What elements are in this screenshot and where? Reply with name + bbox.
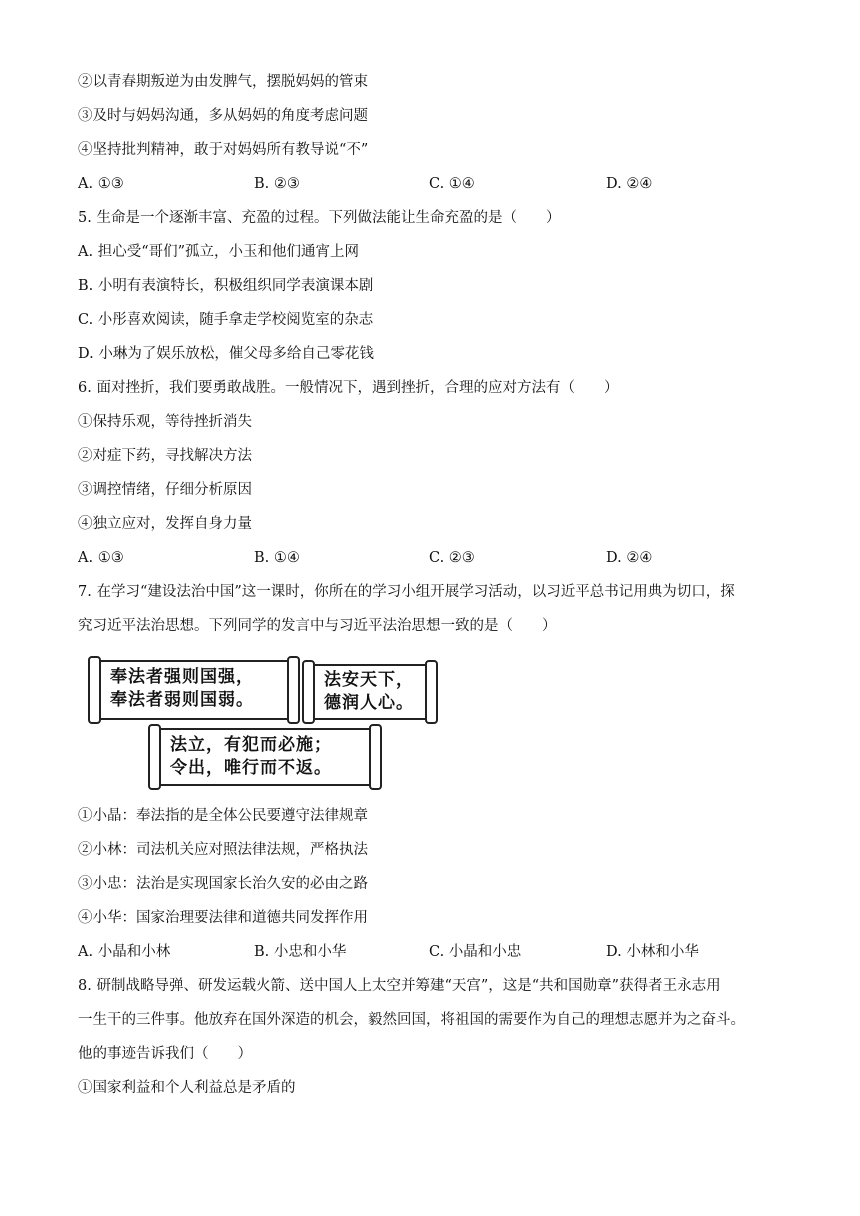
q4-option-b[interactable]: B. ②③	[254, 176, 300, 192]
q7-item-1: ①小晶：奉法指的是全体公民要遵守法律规章	[78, 808, 368, 824]
q6-option-d[interactable]: D. ②④	[606, 550, 653, 566]
scroll-roller-right	[369, 724, 382, 790]
q6-option-a[interactable]: A. ①③	[78, 550, 124, 566]
scroll-roller-right	[287, 656, 300, 724]
quote-2-line-1: 法安天下，	[324, 670, 414, 690]
q5-option-a[interactable]: A. 担心受“哥们”孤立，小玉和他们通宵上网	[78, 244, 360, 260]
q5-option-d[interactable]: D. 小琳为了娱乐放松，催父母多给自己零花钱	[78, 346, 374, 362]
quote-1-line-1: 奉法者强则国强，	[110, 667, 254, 687]
q7-stem-line-1: 7. 在学习“建设法治中国”这一课时，你所在的学习小组开展学习活动，以习近平总书记用典为切口，探	[78, 584, 735, 600]
q4-option-c[interactable]: C. ①④	[429, 176, 475, 192]
q6-item-2: ②对症下药，寻找解决方法	[78, 448, 252, 464]
quote-3-line-1: 法立，有犯而必施；	[170, 735, 332, 755]
quote-scroll-2	[306, 664, 434, 720]
q7-stem-line-2: 究习近平法治思想。下列同学的发言中与习近平法治思想一致的是（ ）	[78, 618, 557, 634]
q7-option-a[interactable]: A. 小晶和小林	[78, 944, 171, 960]
q8-stem-line-1: 8. 研制战略导弹、研发运载火箭、送中国人上太空并筹建“天宫”，这是“共和国勋章”获得者王永志用	[78, 978, 721, 994]
q7-option-d[interactable]: D. 小林和小华	[606, 944, 699, 960]
quote-scroll-1	[92, 660, 296, 720]
scroll-roller-left	[88, 656, 101, 724]
q5-option-c[interactable]: C. 小彤喜欢阅读，随手拿走学校阅览室的杂志	[78, 312, 374, 328]
q4-item-2: ②以青春期叛逆为由发脾气，摆脱妈妈的管束	[78, 74, 368, 90]
q6-item-4: ④独立应对，发挥自身力量	[78, 516, 252, 532]
q7-option-b[interactable]: B. 小忠和小华	[254, 944, 347, 960]
q8-item-1: ①国家利益和个人利益总是矛盾的	[78, 1080, 296, 1096]
q8-stem-line-2: 一生干的三件事。他放弃在国外深造的机会，毅然回国，将祖国的需要作为自己的理想志愿并为之奋斗。	[78, 1012, 745, 1028]
q7-item-3: ③小忠：法治是实现国家长治久安的必由之路	[78, 876, 368, 892]
q6-option-b[interactable]: B. ①④	[254, 550, 300, 566]
q6-item-3: ③调控情绪，仔细分析原因	[78, 482, 252, 498]
quote-2-line-2: 德润人心。	[324, 693, 414, 713]
q7-item-4: ④小华：国家治理要法律和道德共同发挥作用	[78, 910, 368, 926]
scroll-roller-right	[425, 660, 438, 724]
quote-1-line-2: 奉法者弱则国弱。	[110, 690, 254, 710]
q6-item-1: ①保持乐观，等待挫折消失	[78, 414, 252, 430]
q4-option-d[interactable]: D. ②④	[606, 176, 653, 192]
q4-item-4: ④坚持批判精神，敢于对妈妈所有教导说“不”	[78, 142, 369, 158]
q7-item-2: ②小林：司法机关应对照法律法规，严格执法	[78, 842, 368, 858]
quote-3-line-2: 令出，唯行而不返。	[170, 758, 332, 778]
q5-stem: 5. 生命是一个逐渐丰富、充盈的过程。下列做法能让生命充盈的是（ ）	[78, 210, 561, 226]
q7-option-c[interactable]: C. 小晶和小忠	[429, 944, 522, 960]
q8-stem-line-3: 他的事迹告诉我们（ ）	[78, 1046, 252, 1062]
q4-option-a[interactable]: A. ①③	[78, 176, 124, 192]
q4-item-3: ③及时与妈妈沟通，多从妈妈的角度考虑问题	[78, 108, 368, 124]
q6-option-c[interactable]: C. ②③	[429, 550, 475, 566]
q5-option-b[interactable]: B. 小明有表演特长，积极组织同学表演课本剧	[78, 278, 374, 294]
q6-stem: 6. 面对挫折，我们要勇敢战胜。一般情况下，遇到挫折，合理的应对方法有（ ）	[78, 380, 619, 396]
scroll-roller-left	[148, 724, 161, 790]
quote-scroll-3	[152, 728, 378, 786]
scroll-roller-left	[302, 660, 315, 724]
